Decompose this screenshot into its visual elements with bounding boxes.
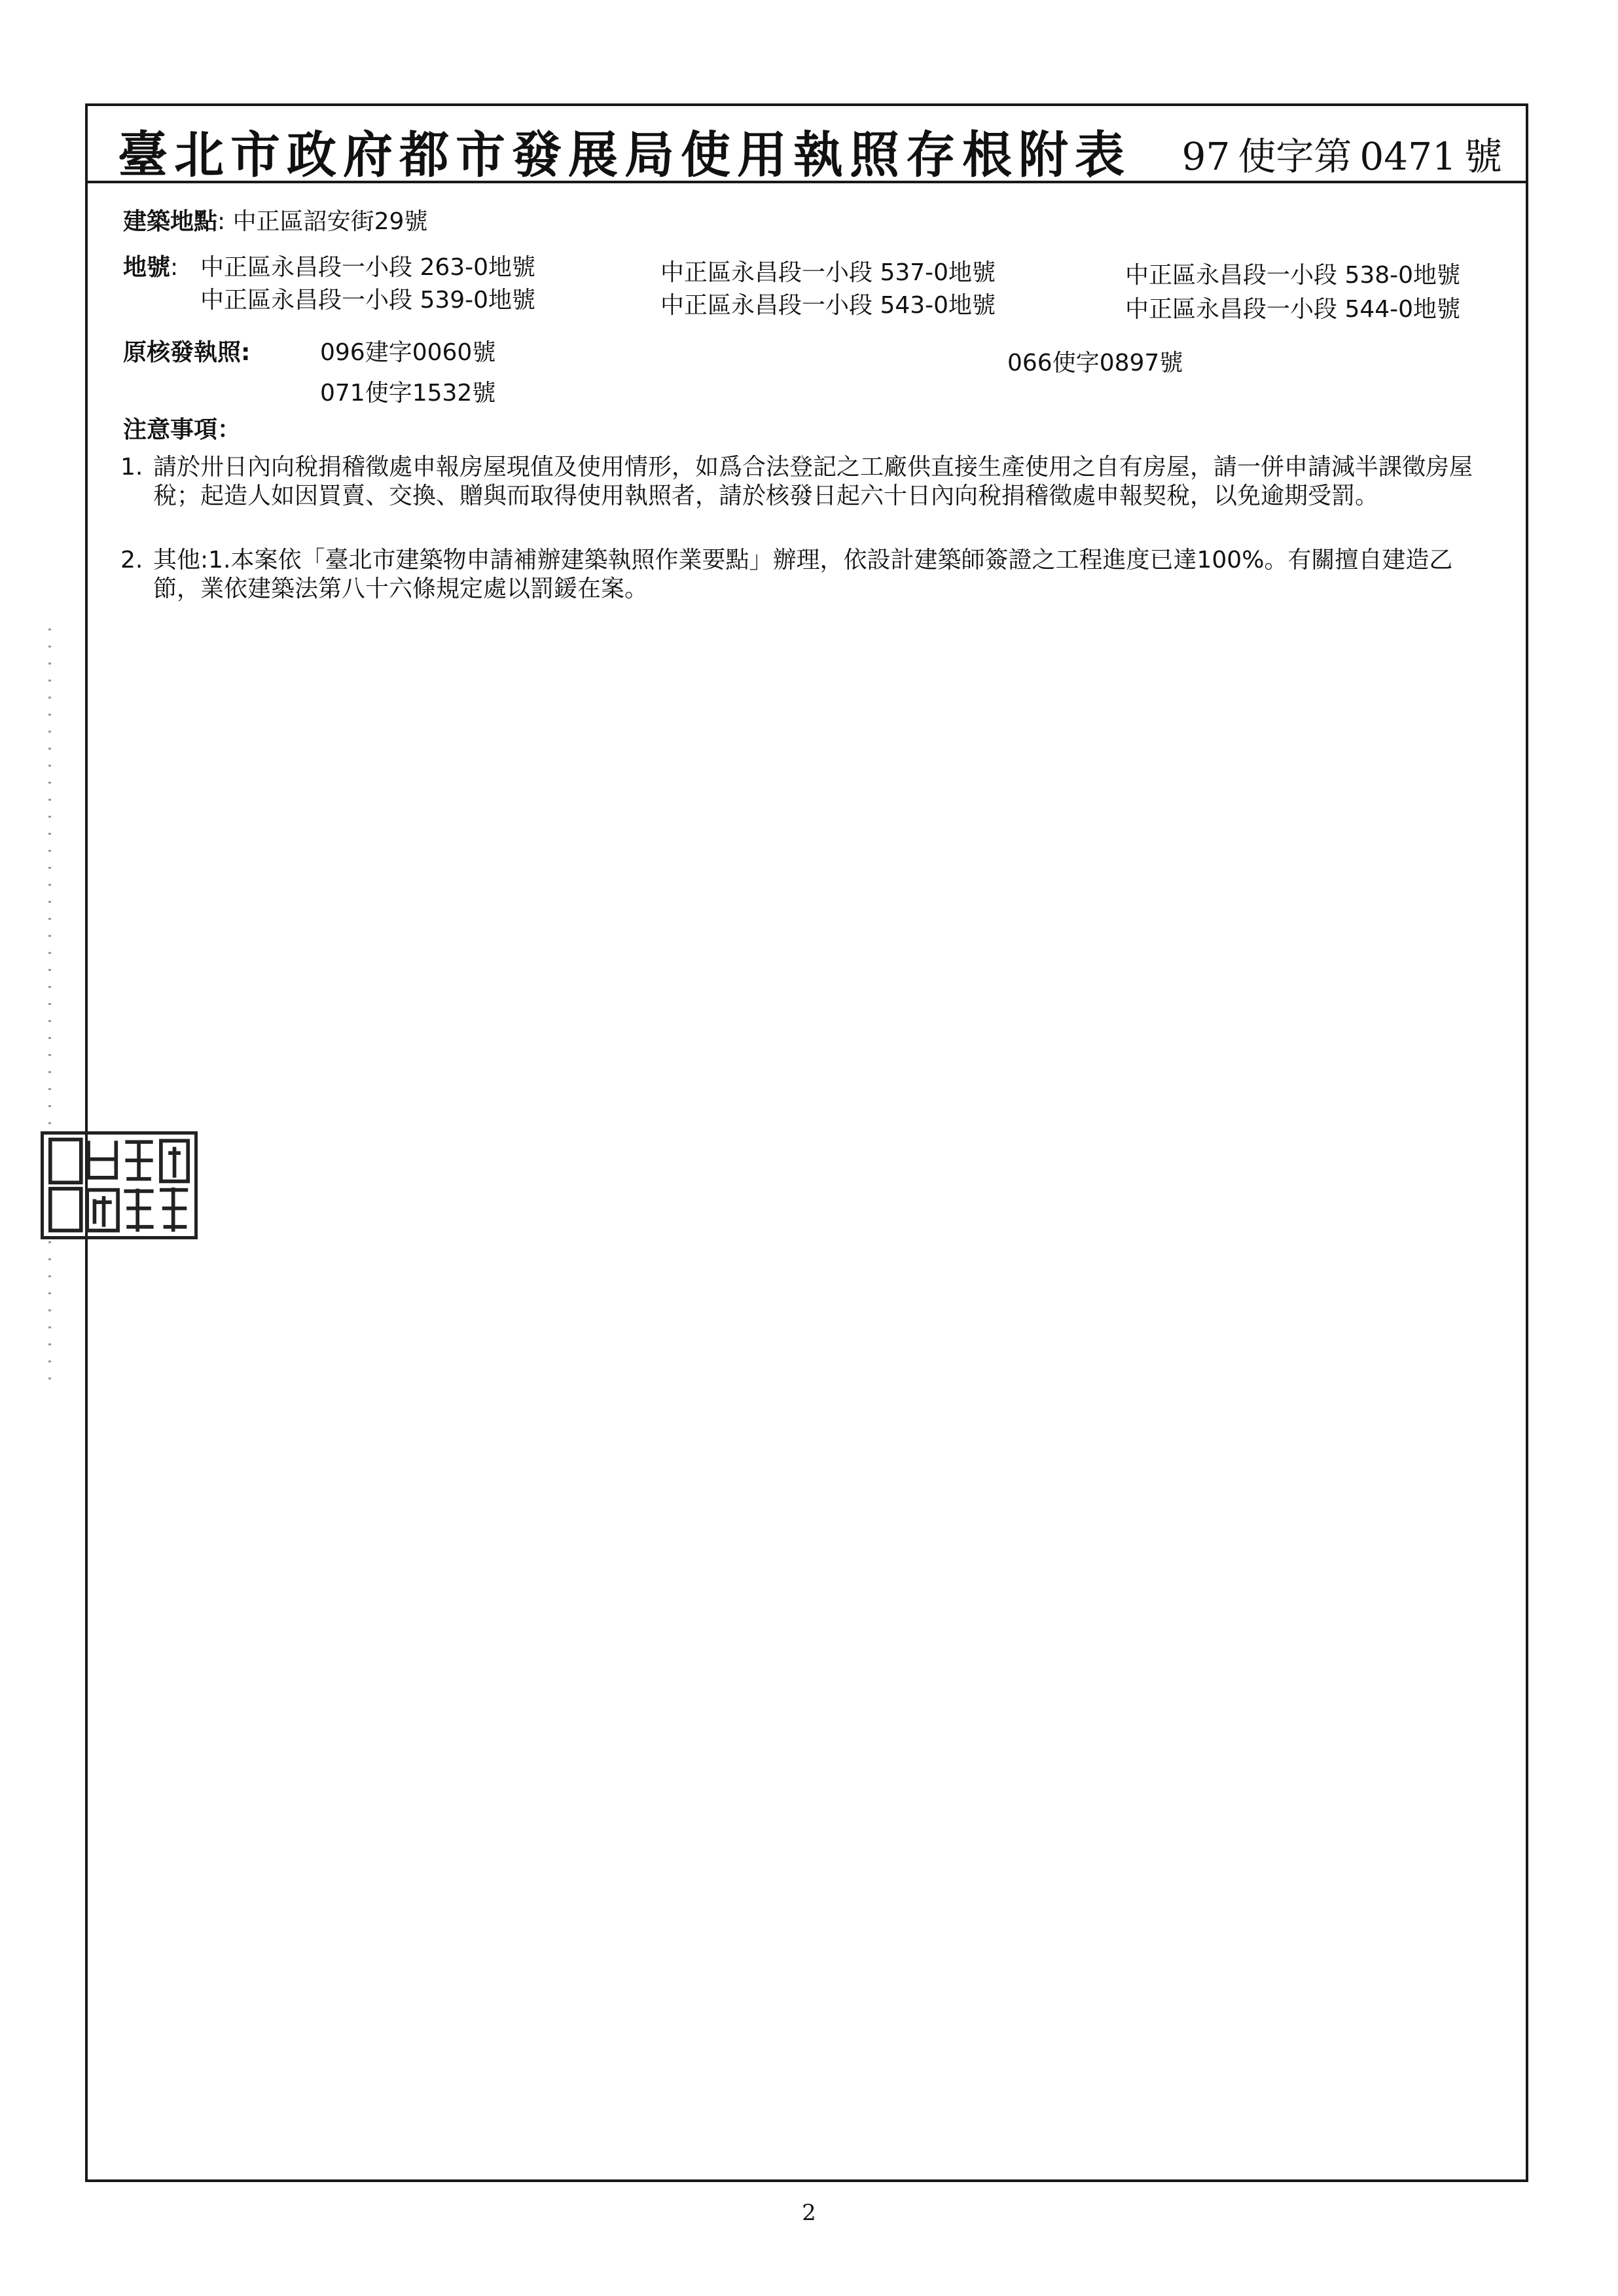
note-text: 其他:1.本案依「臺北市建築物申請補辦建築執照作業要點」辦理，依設計建築師簽證之工程進度已達100%。有關擅自建造乙節，業依建築法第八十六條規定處以罰鍰在案。	[153, 547, 1453, 602]
permit-item: 066使字0897號	[1007, 350, 1183, 376]
document-frame	[85, 103, 1528, 2182]
location-label: 建築地點	[123, 208, 218, 235]
doc-prefix: 使字第	[1238, 134, 1352, 179]
lots-label-row	[123, 249, 178, 282]
document-title: 臺北市政府都市發展局使用執照存根附表	[118, 126, 1131, 184]
doc-number: 0471	[1359, 134, 1456, 179]
lot-item: 中正區永昌段一小段 544-0地號	[1125, 296, 1461, 323]
lots-colon: :	[170, 254, 179, 281]
lot-item: 中正區永昌段一小段 539-0地號	[200, 287, 536, 314]
lot-item: 中正區永昌段一小段 543-0地號	[660, 292, 996, 319]
permit-item: 071使字1532號	[320, 380, 496, 407]
lot-item: 中正區永昌段一小段 537-0地號	[660, 259, 996, 286]
lot-item: 中正區永昌段一小段 538-0地號	[1125, 262, 1461, 289]
document-header	[88, 106, 1526, 183]
lot-item: 中正區永昌段一小段 263-0地號	[200, 254, 536, 281]
official-seal-stamp	[41, 1131, 198, 1239]
doc-year: 97	[1181, 134, 1231, 179]
note-number: 1.	[120, 454, 143, 481]
lots-label: 地號	[123, 254, 171, 281]
notes-label: 注意事項：	[123, 416, 242, 443]
document-number	[1182, 126, 1502, 181]
location-row	[123, 203, 427, 236]
note-text: 請於卅日內向稅捐稽徵處申報房屋現值及使用情形，如爲合法登記之工廠供直接生產使用之自有房屋，請一併申請減半課徵房屋稅；起造人如因買賣、交換、贈與而取得使用執照者，請於核發日起六十日內向稅捐稽徵處申報契稅，以免逾期受罰。	[153, 454, 1473, 509]
permit-item: 096建字0060號	[320, 339, 496, 366]
page-number: 2	[802, 2200, 816, 2226]
location-value: : 中正區詔安街29號	[217, 208, 428, 235]
permits-label: 原核發執照:	[123, 339, 251, 366]
note-item	[120, 453, 1495, 511]
note-item	[120, 546, 1495, 604]
seal-icon	[44, 1135, 194, 1236]
doc-suffix: 號	[1464, 134, 1502, 179]
note-number: 2.	[120, 547, 143, 574]
scan-dots	[48, 629, 51, 1388]
